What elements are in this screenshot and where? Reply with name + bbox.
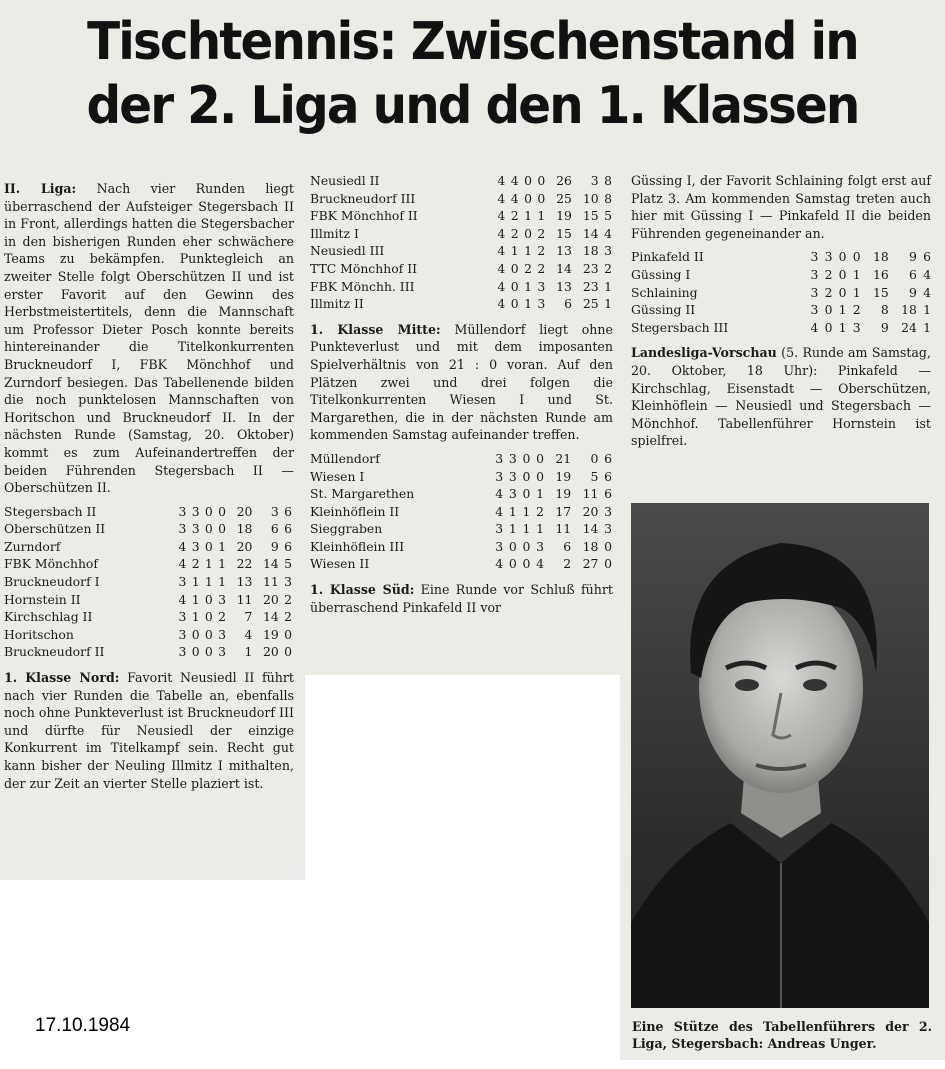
team-name-cell: FBK Mönchhof II: [310, 208, 418, 224]
stat-cell: 11: [582, 486, 599, 502]
nord-paragraph: [4, 669, 294, 792]
stat-cell: 14: [556, 260, 572, 276]
stat-cell: 9: [270, 538, 279, 554]
team-name-cell: Bruckneudorf II: [4, 644, 105, 660]
stat-cell: 4: [178, 556, 187, 572]
stat-cell: 2: [191, 556, 200, 572]
stat-cell: 11: [555, 521, 572, 537]
stat-cell: 20: [236, 538, 253, 554]
stat-cell: 0: [536, 468, 544, 484]
stat-cell: 1: [524, 296, 532, 312]
stat-cell: 1: [522, 503, 531, 519]
stat-cell: 0: [191, 644, 200, 660]
stat-cell: 0: [204, 644, 213, 660]
player-portrait-illustration: [631, 503, 929, 1008]
stat-cell: 3: [508, 450, 517, 466]
team-name-cell: Schlaining: [631, 284, 698, 300]
stat-cell: 2: [604, 260, 612, 276]
liga-intro-paragraph: [4, 180, 294, 497]
stat-cell: 3: [178, 521, 187, 537]
article-column-2: [310, 172, 613, 620]
stat-cell: 18: [236, 521, 253, 537]
stat-cell: 0: [838, 284, 847, 300]
stat-cell: 1: [852, 284, 861, 300]
table-row: [631, 319, 931, 337]
stat-cell: 1: [191, 574, 200, 590]
table-row: [310, 450, 612, 468]
stat-cell: 4: [536, 556, 544, 572]
table-row: [310, 538, 612, 556]
nord-text: Favorit Neusiedl II führt nach vier Runden die Tabelle an, ebenfalls noch ohne Punkteverlust ist Bruckneudorf III und dürfte für Neusiedl der einzige Konkurrent im Titelkampf sein. Recht gut kann bisher der Neuling Illmitz I mithalten, der zur Zeit an vierter Stelle plaziert ist.: [4, 670, 294, 791]
stat-cell: 2: [537, 243, 546, 259]
stat-cell: 4: [497, 296, 506, 312]
stat-cell: 0: [510, 260, 519, 276]
team-name-cell: St. Margarethen: [310, 486, 415, 502]
stat-cell: 0: [284, 644, 292, 660]
stat-cell: 18: [582, 538, 599, 554]
vorschau-lead: Landesliga-Vorschau: [631, 345, 777, 361]
stat-cell: 2: [536, 503, 544, 519]
stat-cell: 1: [508, 521, 517, 537]
table-row: [4, 555, 292, 573]
stat-cell: 2: [284, 609, 292, 625]
stat-cell: 1: [604, 278, 612, 294]
table-row: [4, 643, 292, 661]
stat-cell: 0: [838, 249, 847, 265]
table-row: [631, 301, 931, 319]
stat-cell: 0: [524, 225, 532, 241]
table-row: [4, 503, 292, 521]
stat-cell: 6: [284, 503, 292, 519]
team-name-cell: Neusiedl III: [310, 243, 385, 259]
stat-cell: 4: [497, 278, 506, 294]
team-name-cell: Stegersbach III: [631, 319, 729, 335]
stat-cell: 2: [510, 208, 519, 224]
team-name-cell: Pinkafeld II: [631, 249, 704, 265]
stat-cell: 0: [508, 556, 517, 572]
stat-cell: 4: [244, 626, 253, 642]
stat-cell: 3: [495, 521, 504, 537]
sued-text: Eine Runde vor Schluß führt überraschend Pinkafeld II vor: [310, 582, 613, 615]
table-row: [310, 278, 612, 296]
stat-cell: 21: [555, 450, 572, 466]
stat-cell: 2: [824, 266, 833, 282]
stat-cell: 23: [582, 260, 599, 276]
stat-cell: 4: [604, 225, 612, 241]
stat-cell: 25: [582, 296, 599, 312]
table-1-klasse-mitte: [310, 450, 612, 573]
team-name-cell: TTC Mönchhof II: [310, 260, 417, 276]
team-name-cell: Hornstein II: [4, 591, 81, 607]
mitte-paragraph: [310, 321, 613, 444]
stat-cell: 1: [204, 556, 213, 572]
stat-cell: 3: [852, 319, 861, 335]
stat-cell: 0: [218, 503, 226, 519]
stat-cell: 4: [510, 173, 519, 188]
stat-cell: 1: [204, 574, 213, 590]
stat-cell: 2: [284, 591, 292, 607]
table-row: [310, 260, 612, 278]
stat-cell: 1: [218, 538, 226, 554]
stat-cell: 22: [236, 556, 253, 572]
table-row: [631, 284, 931, 302]
stat-cell: 4: [923, 284, 931, 300]
stat-cell: 1: [536, 521, 544, 537]
stat-cell: 1: [218, 574, 226, 590]
stat-cell: 0: [522, 486, 531, 502]
stat-cell: 3: [191, 538, 200, 554]
table-2-liga: [4, 503, 292, 661]
team-name-cell: Zurndorf: [4, 538, 61, 554]
stat-cell: 13: [556, 278, 572, 294]
stat-cell: 11: [262, 574, 279, 590]
stat-cell: 0: [522, 556, 531, 572]
stat-cell: 9: [909, 249, 917, 265]
liga-intro-lead: II. Liga:: [4, 181, 77, 196]
stat-cell: 8: [604, 173, 612, 188]
stat-cell: 1: [923, 319, 931, 335]
stat-cell: 0: [204, 538, 213, 554]
team-name-cell: Horitschon: [4, 626, 74, 642]
table-row: [310, 172, 612, 190]
team-name-cell: Sieggraben: [310, 521, 383, 537]
stat-cell: 0: [524, 173, 532, 188]
stat-cell: 3: [284, 574, 292, 590]
table-1-klasse-nord: [310, 172, 612, 313]
player-photo: [631, 503, 929, 1008]
stat-cell: 4: [497, 260, 506, 276]
table-row: [4, 591, 292, 609]
stat-cell: 0: [838, 266, 847, 282]
stat-cell: 4: [497, 173, 506, 188]
table-row: [4, 573, 292, 591]
stat-cell: 3: [178, 609, 187, 625]
team-name-cell: Kirchschlag II: [4, 609, 93, 625]
stat-cell: 1: [218, 556, 226, 572]
stat-cell: 0: [522, 450, 531, 466]
stat-cell: 1: [508, 503, 517, 519]
table-row: [310, 190, 612, 208]
stat-cell: 11: [236, 591, 253, 607]
stat-cell: 6: [564, 296, 572, 312]
headline-line-1: Tischtennis: Zwischenstand in: [87, 12, 858, 72]
stat-cell: 5: [604, 208, 612, 224]
team-name-cell: Illmitz II: [310, 296, 364, 312]
stat-cell: 17: [555, 503, 572, 519]
stat-cell: 0: [510, 296, 519, 312]
headline: [33, 10, 912, 138]
stat-cell: 0: [204, 626, 213, 642]
stat-cell: 4: [923, 266, 931, 282]
stat-cell: 0: [590, 450, 599, 466]
stat-cell: 20: [582, 503, 599, 519]
team-name-cell: Güssing I: [631, 266, 691, 282]
stat-cell: 19: [555, 486, 572, 502]
table-row: [310, 555, 612, 573]
stat-cell: 19: [262, 626, 279, 642]
stat-cell: 3: [178, 626, 187, 642]
stat-cell: 3: [495, 538, 504, 554]
stat-cell: 0: [852, 249, 861, 265]
team-name-cell: Kleinhöflein III: [310, 538, 405, 554]
stat-cell: 20: [262, 644, 279, 660]
stat-cell: 25: [556, 190, 572, 206]
table-row: [310, 520, 612, 538]
sued-paragraph: [310, 581, 613, 616]
stat-cell: 20: [262, 591, 279, 607]
stat-cell: 3: [495, 450, 504, 466]
team-name-cell: FBK Mönchhof: [4, 556, 98, 572]
article-column-1: [4, 180, 294, 796]
table-row: [4, 538, 292, 556]
stat-cell: 3: [191, 521, 200, 537]
table-1-klasse-sued: [631, 248, 931, 336]
stat-cell: 5: [284, 556, 292, 572]
table-row: [4, 626, 292, 644]
stat-cell: 6: [923, 249, 931, 265]
photo-caption: Eine Stütze des Tabellenführers der 2. Liga, Stegersbach: Andreas Unger.: [632, 1019, 932, 1051]
sued-lead: 1. Klasse Süd:: [310, 582, 415, 598]
table-row: [631, 248, 931, 266]
stat-cell: 1: [524, 208, 532, 224]
stat-cell: 3: [604, 521, 612, 537]
stat-cell: 3: [604, 503, 612, 519]
stat-cell: 6: [284, 521, 292, 537]
team-name-cell: Illmitz I: [310, 225, 359, 241]
stat-cell: 14: [582, 225, 599, 241]
stat-cell: 23: [582, 278, 599, 294]
stat-cell: 19: [556, 208, 572, 224]
table-row: [310, 295, 612, 313]
stat-cell: 1: [537, 208, 546, 224]
stat-cell: 0: [508, 538, 517, 554]
stat-cell: 1: [923, 302, 931, 318]
stat-cell: 3: [810, 302, 819, 318]
stat-cell: 3: [604, 243, 612, 259]
stat-cell: 0: [204, 591, 213, 607]
liga-intro-text: Nach vier Runden liegt überraschend der Aufsteiger Stegersbach II in Front, allerdings hatten die Stegersbacher in den bisherigen Runden eher schwächere Teams zu bekämpfen. Punktegleich an zweiter Stelle folgt Oberschützen II und ist erster Favorit auf den Gewinn des Herbstmeistertitels, denn die Mannschaft um Professor Dieter Posch konnte bereits hintereinander die Titelkonkurrenten Bruckneudorf I, FBK Mönchhof und Zurndorf besiegen. Das Tabellenende bilden die noch punktelosen Mannschaften von Horitschon und Bruckneudorf II. In der nächsten Runde (Samstag, 20. Oktober) kommt es zum Aufeinandertreffen der beiden Führenden Stegersbach II — Oberschützen II.: [4, 181, 294, 496]
stat-cell: 0: [284, 626, 292, 642]
team-name-cell: Bruckneudorf III: [310, 190, 416, 206]
table-row: [310, 225, 612, 243]
table-row: [4, 608, 292, 626]
stat-cell: 13: [556, 243, 572, 259]
team-name-cell: Neusiedl II: [310, 173, 380, 188]
stat-cell: 3: [178, 574, 187, 590]
team-name-cell: FBK Mönchh. III: [310, 278, 415, 294]
headline-line-2: der 2. Liga und den 1. Klassen: [86, 76, 859, 136]
stat-cell: 5: [590, 468, 599, 484]
stat-cell: 15: [582, 208, 599, 224]
stat-cell: 24: [901, 319, 917, 335]
stat-cell: 6: [604, 468, 612, 484]
team-name-cell: Oberschützen II: [4, 521, 106, 537]
stat-cell: 4: [178, 538, 187, 554]
stat-cell: 4: [497, 190, 506, 206]
team-name-cell: Wiesen II: [310, 556, 370, 572]
stat-cell: 4: [497, 225, 506, 241]
vorschau-paragraph: [631, 344, 931, 450]
stat-cell: 3: [191, 503, 200, 519]
stat-cell: 7: [244, 609, 253, 625]
stat-cell: 2: [510, 225, 519, 241]
stat-cell: 3: [508, 468, 517, 484]
mitte-lead: 1. Klasse Mitte:: [310, 321, 441, 337]
stat-cell: 2: [524, 260, 532, 276]
stat-cell: 0: [824, 319, 833, 335]
stat-cell: 15: [556, 225, 572, 241]
stat-cell: 0: [537, 190, 546, 206]
stat-cell: 3: [218, 644, 226, 660]
team-name-cell: Güssing II: [631, 302, 696, 318]
stat-cell: 10: [582, 190, 599, 206]
stat-cell: 19: [555, 468, 572, 484]
stat-cell: 3: [218, 626, 226, 642]
stat-cell: 2: [218, 609, 226, 625]
stat-cell: 3: [178, 644, 187, 660]
table-row: [4, 520, 292, 538]
stat-cell: 3: [537, 296, 546, 312]
nord-lead: 1. Klasse Nord:: [4, 670, 120, 686]
stat-cell: 1: [244, 644, 253, 660]
stat-cell: 1: [838, 319, 847, 335]
stat-cell: 1: [604, 296, 612, 312]
stat-cell: 14: [262, 609, 279, 625]
stat-cell: 8: [604, 190, 612, 206]
stat-cell: 3: [537, 278, 546, 294]
stat-cell: 1: [510, 243, 519, 259]
vorschau-text: (5. Runde am Samstag, 20. Oktober, 18 Uhr): Pinkafeld — Kirchschlag, Eisenstadt — Oberschützen, Kleinhöflein — Neusiedl und Stegersbach — Mönchhof. Tabellenführer Hornstein ist spielfrei.: [631, 345, 931, 449]
stat-cell: 18: [872, 249, 889, 265]
team-name-cell: Wiesen I: [310, 468, 365, 484]
stat-cell: 1: [522, 521, 531, 537]
stat-cell: 16: [872, 266, 889, 282]
stat-cell: 14: [262, 556, 279, 572]
stat-cell: 6: [909, 266, 917, 282]
stat-cell: 0: [204, 521, 213, 537]
stat-cell: 6: [563, 538, 572, 554]
stat-cell: 0: [522, 538, 531, 554]
stat-cell: 1: [536, 486, 544, 502]
stat-cell: 3: [270, 503, 279, 519]
stat-cell: 6: [604, 486, 612, 502]
stat-cell: 1: [852, 266, 861, 282]
stat-cell: 3: [824, 249, 833, 265]
stat-cell: 6: [270, 521, 279, 537]
team-name-cell: Müllendorf: [310, 450, 380, 466]
stat-cell: 27: [582, 556, 599, 572]
stat-cell: 1: [191, 609, 200, 625]
stat-cell: 13: [236, 574, 253, 590]
stat-cell: 3: [536, 538, 544, 554]
table-row: [631, 266, 931, 284]
stat-cell: 3: [810, 266, 819, 282]
stat-cell: 0: [204, 503, 213, 519]
stat-cell: 1: [524, 278, 532, 294]
stat-cell: 9: [909, 284, 917, 300]
stat-cell: 1: [191, 591, 200, 607]
stat-cell: 26: [556, 173, 572, 188]
sued-continued-paragraph: Güssing I, der Favorit Schlaining folgt erst auf Platz 3. Am kommenden Samstag treten auch hier mit Güssing I — Pinkafeld II die beiden Führenden gegeneinander an.: [631, 173, 931, 241]
table-row: [310, 503, 612, 521]
table-row: [310, 468, 612, 486]
stat-cell: 3: [810, 284, 819, 300]
stat-cell: 14: [582, 521, 599, 537]
stat-cell: 3: [810, 249, 819, 265]
clipping-date: 17.10.1984: [35, 1015, 131, 1036]
stat-cell: 0: [191, 626, 200, 642]
stat-cell: 18: [582, 243, 599, 259]
stat-cell: 9: [880, 319, 889, 335]
stat-cell: 0: [524, 190, 532, 206]
stat-cell: 3: [218, 591, 226, 607]
stat-cell: 4: [178, 591, 187, 607]
stat-cell: 1: [838, 302, 847, 318]
table-row: [310, 207, 612, 225]
stat-cell: 3: [590, 173, 599, 188]
stat-cell: 4: [510, 190, 519, 206]
stat-cell: 0: [522, 468, 531, 484]
stat-cell: 2: [852, 302, 861, 318]
stat-cell: 4: [495, 503, 504, 519]
stat-cell: 3: [495, 468, 504, 484]
stat-cell: 2: [563, 556, 572, 572]
stat-cell: 0: [824, 302, 833, 318]
team-name-cell: Stegersbach II: [4, 503, 97, 519]
stat-cell: 6: [604, 450, 612, 466]
stat-cell: 4: [497, 208, 506, 224]
stat-cell: 0: [510, 278, 519, 294]
stat-cell: 20: [236, 503, 253, 519]
stat-cell: 3: [178, 503, 187, 519]
article-column-3: [631, 172, 931, 454]
stat-cell: 0: [604, 556, 612, 572]
team-name-cell: Bruckneudorf I: [4, 574, 100, 590]
stat-cell: 0: [218, 521, 226, 537]
table-row: [310, 242, 612, 260]
stat-cell: 4: [810, 319, 819, 335]
stat-cell: 8: [880, 302, 889, 318]
stat-cell: 0: [537, 173, 546, 188]
mitte-text: Müllendorf liegt ohne Punkteverlust und mit dem imposanten Spielverhältnis von 21 : 0 voran. Auf den Plätzen zwei und drei folgen die Titelkonkurrenten Wiesen I und St. Margarethen, die in der nächsten Runde am kommenden Samstag aufeinander treffen.: [310, 321, 613, 443]
stat-cell: 3: [508, 486, 517, 502]
stat-cell: 15: [872, 284, 889, 300]
stat-cell: 2: [537, 260, 546, 276]
table-row: [310, 485, 612, 503]
stat-cell: 18: [901, 302, 917, 318]
stat-cell: 0: [536, 450, 544, 466]
team-name-cell: Kleinhöflein II: [310, 503, 400, 519]
stat-cell: 6: [284, 538, 292, 554]
stat-cell: 0: [204, 609, 213, 625]
stat-cell: 4: [495, 486, 504, 502]
stat-cell: 1: [524, 243, 532, 259]
stat-cell: 4: [495, 556, 504, 572]
stat-cell: 4: [497, 243, 506, 259]
stat-cell: 2: [537, 225, 546, 241]
stat-cell: 0: [604, 538, 612, 554]
stat-cell: 2: [824, 284, 833, 300]
